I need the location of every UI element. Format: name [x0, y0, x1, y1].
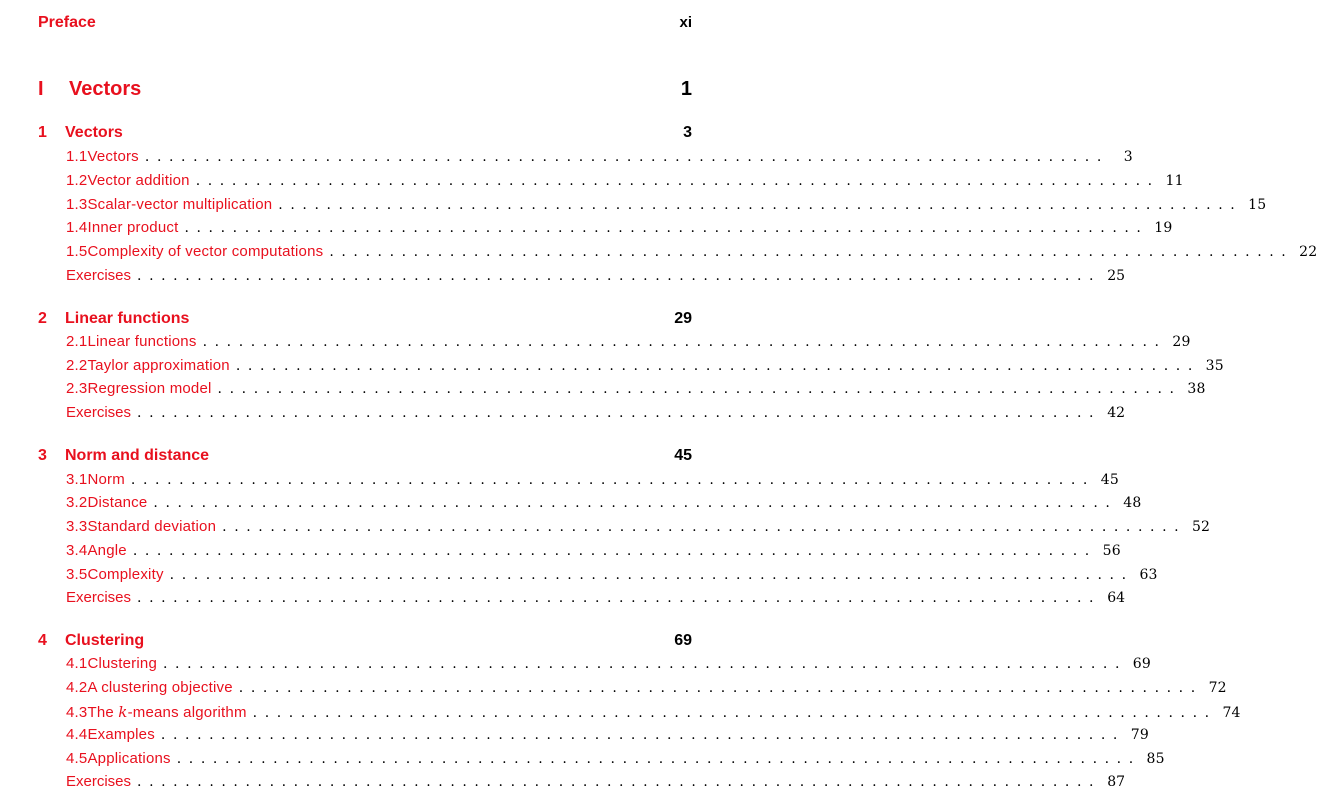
toc-section-page: 63	[1139, 567, 1158, 583]
title-part: The	[87, 704, 119, 721]
toc-section-number[interactable]: 4.3	[66, 704, 88, 721]
toc-section-title[interactable]	[87, 703, 246, 721]
toc-section-title[interactable]: Vectors	[87, 148, 139, 165]
toc-section-title[interactable]: A clustering objective	[87, 679, 233, 696]
toc-section-title[interactable]: Inner product	[87, 219, 179, 236]
toc-section-page: 85	[1146, 751, 1165, 767]
toc-section-title[interactable]: Complexity	[87, 566, 164, 583]
toc-section-title[interactable]: Norm	[87, 471, 125, 488]
toc-chapter-3[interactable]	[38, 447, 692, 465]
dot-leader: ................................................................................	[184, 220, 1149, 236]
toc-section-title[interactable]: Examples	[87, 726, 155, 743]
toc-section-3-4[interactable]	[66, 542, 1121, 559]
dot-leader: ................................................................................	[195, 173, 1160, 189]
toc-chapter-title[interactable]: Linear functions	[65, 310, 190, 327]
toc-section-2-1[interactable]	[66, 333, 1191, 350]
toc-exercises-title[interactable]: Exercises	[66, 404, 132, 421]
toc-section-page: 56	[1102, 543, 1121, 559]
toc-part-page: 1	[680, 78, 692, 100]
dot-leader: ................................................................................	[132, 543, 1097, 559]
dot-leader: ................................................................................	[160, 727, 1125, 743]
toc-section-page: 74	[1222, 705, 1241, 721]
dot-leader: ................................................................................	[252, 705, 1217, 721]
toc-exercises-title[interactable]: Exercises	[66, 589, 132, 606]
toc-section-page: 45	[1100, 472, 1119, 488]
toc-exercises-4[interactable]	[66, 773, 1126, 790]
toc-chapter-1[interactable]	[38, 124, 692, 142]
toc-section-title[interactable]: Distance	[87, 494, 148, 511]
toc-section-page: 69	[1132, 656, 1151, 672]
toc-section-3-3[interactable]	[66, 518, 1211, 535]
toc-section-number[interactable]: 3.3	[66, 518, 88, 535]
toc-exercises-page: 87	[1107, 774, 1126, 790]
dot-leader: ................................................................................	[329, 244, 1294, 260]
title-part: -means algorithm	[127, 704, 247, 721]
toc-section-page: 22	[1299, 244, 1317, 260]
dot-leader: ................................................................................	[130, 472, 1095, 488]
toc-section-number[interactable]: 1.2	[66, 172, 88, 189]
dot-leader: ................................................................................	[278, 197, 1243, 213]
toc-section-2-3[interactable]	[66, 380, 1206, 397]
toc-section-1-1[interactable]	[66, 148, 1133, 165]
dot-leader: ................................................................................	[153, 495, 1118, 511]
toc-section-title[interactable]: Taylor approximation	[87, 357, 230, 374]
toc-section-number[interactable]: 4.5	[66, 750, 88, 767]
toc-section-title[interactable]: Vector addition	[87, 172, 190, 189]
toc-chapter-number[interactable]: 4	[38, 632, 47, 649]
toc-preface-title[interactable]: Preface	[38, 14, 96, 31]
toc-section-number[interactable]: 1.4	[66, 219, 88, 236]
toc-section-title[interactable]: Applications	[87, 750, 171, 767]
toc-chapter-number[interactable]: 3	[38, 447, 47, 464]
toc-chapter-number[interactable]: 1	[38, 124, 47, 141]
toc-section-1-5[interactable]	[66, 243, 1317, 260]
toc-chapter-page: 69	[674, 632, 692, 649]
dot-leader: ................................................................................	[202, 334, 1167, 350]
toc-entry-part-1[interactable]	[38, 78, 692, 101]
dot-leader: ................................................................................	[144, 149, 1109, 165]
toc-exercises-1[interactable]	[66, 267, 1126, 284]
toc-chapter-page: 29	[674, 310, 692, 327]
toc-section-title[interactable]: Linear functions	[87, 333, 197, 350]
toc-chapter-4[interactable]	[38, 632, 692, 650]
toc-exercises-page: 64	[1107, 590, 1126, 606]
dot-leader: ................................................................................	[169, 567, 1134, 583]
toc-section-page: 29	[1172, 334, 1191, 350]
toc-section-4-2[interactable]	[66, 679, 1227, 696]
toc-section-page: 15	[1248, 197, 1267, 213]
dot-leader: ................................................................................	[137, 268, 1102, 284]
toc-exercises-page: 42	[1107, 405, 1126, 421]
toc-preface-page: xi	[679, 14, 692, 31]
toc-section-number[interactable]: 3.1	[66, 471, 88, 488]
toc-section-number[interactable]: 2.2	[66, 357, 88, 374]
toc-section-number[interactable]: 2.1	[66, 333, 88, 350]
toc-section-3-1[interactable]	[66, 471, 1119, 488]
toc-section-4-5[interactable]	[66, 750, 1165, 767]
dot-leader: ................................................................................	[137, 590, 1102, 606]
toc-section-4-1[interactable]	[66, 655, 1151, 672]
toc-section-4-3[interactable]	[66, 703, 1241, 721]
toc-section-1-3[interactable]	[66, 196, 1267, 213]
toc-section-page: 19	[1154, 220, 1173, 236]
toc-exercises-2[interactable]	[66, 404, 1126, 421]
toc-section-3-2[interactable]	[66, 494, 1142, 511]
toc-part-number[interactable]: I	[38, 78, 44, 100]
toc-section-title[interactable]: Scalar-vector multiplication	[87, 196, 273, 213]
toc-section-title[interactable]: Clustering	[87, 655, 157, 672]
dot-leader: ................................................................................	[137, 405, 1102, 421]
toc-section-page: 72	[1208, 680, 1227, 696]
toc-entry-preface[interactable]	[38, 14, 692, 32]
toc-chapter-2[interactable]	[38, 310, 692, 328]
toc-chapter-title[interactable]: Clustering	[65, 632, 145, 649]
toc-section-3-5[interactable]	[66, 566, 1158, 583]
dot-leader: ................................................................................	[162, 656, 1127, 672]
title-italic-k: k	[118, 703, 128, 721]
toc-section-2-2[interactable]	[66, 357, 1224, 374]
toc-section-title[interactable]: Angle	[87, 542, 127, 559]
toc-section-page: 11	[1165, 173, 1184, 189]
toc-chapter-title[interactable]: Vectors	[65, 124, 123, 141]
toc-section-page: 48	[1123, 495, 1142, 511]
toc-section-number[interactable]: 1.1	[66, 148, 88, 165]
dot-leader: ................................................................................	[217, 381, 1182, 397]
toc-exercises-title[interactable]: Exercises	[66, 267, 132, 284]
toc-section-number[interactable]: 1.5	[66, 243, 88, 260]
toc-section-number[interactable]: 2.3	[66, 380, 88, 397]
dot-leader: ................................................................................	[222, 519, 1187, 535]
toc-chapter-page: 3	[683, 124, 692, 141]
toc-section-number[interactable]: 1.3	[66, 196, 88, 213]
toc-chapter-number[interactable]: 2	[38, 310, 47, 327]
dot-leader: ................................................................................	[238, 680, 1203, 696]
toc-section-number[interactable]: 4.2	[66, 679, 88, 696]
toc-section-4-4[interactable]	[66, 726, 1149, 743]
toc-section-1-4[interactable]	[66, 219, 1173, 236]
toc-exercises-3[interactable]	[66, 589, 1126, 606]
toc-section-number[interactable]: 3.2	[66, 494, 88, 511]
toc-part-title[interactable]: Vectors	[69, 78, 142, 100]
toc-section-title[interactable]: Standard deviation	[87, 518, 217, 535]
toc-section-number[interactable]: 3.4	[66, 542, 88, 559]
toc-section-1-2[interactable]	[66, 172, 1184, 189]
toc-section-title[interactable]: Complexity of vector computations	[87, 243, 324, 260]
toc-section-title[interactable]: Regression model	[87, 380, 212, 397]
toc-exercises-page: 25	[1107, 268, 1126, 284]
toc-exercises-title[interactable]: Exercises	[66, 773, 132, 790]
toc-section-page: 35	[1205, 358, 1224, 374]
toc-section-number[interactable]: 4.1	[66, 655, 88, 672]
toc-chapter-page: 45	[674, 447, 692, 464]
toc-section-number[interactable]: 4.4	[66, 726, 88, 743]
dot-leader: ................................................................................	[176, 751, 1141, 767]
toc-section-page: 79	[1130, 727, 1149, 743]
toc-section-number[interactable]: 3.5	[66, 566, 88, 583]
toc-chapter-title[interactable]: Norm and distance	[65, 447, 210, 464]
dot-leader: ................................................................................	[137, 774, 1102, 790]
toc-section-page: 38	[1187, 381, 1206, 397]
dot-leader: ................................................................................	[235, 358, 1200, 374]
toc-section-page: 3	[1123, 149, 1133, 165]
toc-section-page: 52	[1191, 519, 1211, 535]
